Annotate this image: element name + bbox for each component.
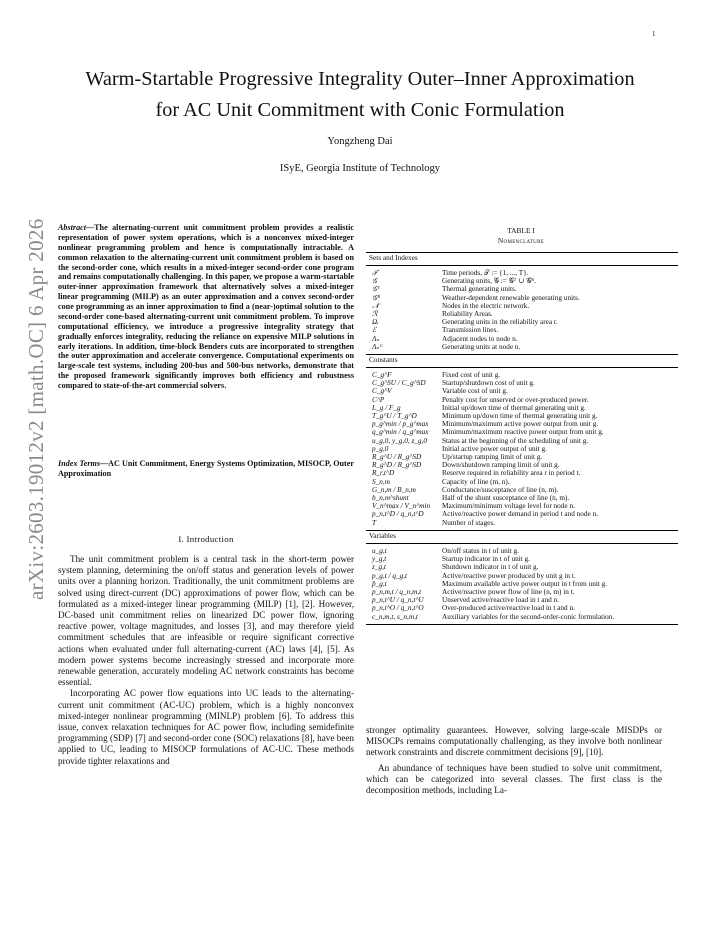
nomenclature-description: Up/startup ramping limit of unit g.: [442, 453, 543, 462]
nomenclature-symbol: p_n,t^D / q_n,t^D: [372, 510, 424, 519]
nomenclature-symbol: C_g^SU / C_g^SD: [372, 379, 426, 388]
section-title-introduction: I. Introduction: [178, 534, 234, 544]
constants-table: [366, 371, 678, 527]
nomenclature-symbol: u_g,t: [372, 546, 387, 555]
nomenclature-row: [366, 335, 678, 343]
variables-table: [366, 547, 678, 621]
nomenclature-row: [366, 453, 678, 461]
nomenclature-description: Initial up/down time of thermal generating unit g.: [442, 403, 586, 412]
paper-title: [40, 64, 680, 126]
nomenclature-symbol: C_g^F: [372, 371, 392, 380]
nomenclature-row: [366, 563, 678, 571]
nomenclature-row: [366, 428, 678, 436]
nomenclature-symbol: Λₙᴳ: [372, 342, 383, 351]
nomenclature-row: [366, 294, 678, 302]
index-terms-text: —AC Unit Commitment, Energy Systems Optimization, MISOCP, Outer Approximation: [58, 459, 354, 478]
nomenclature-description: Shutdown indicator in t of unit g.: [442, 563, 539, 572]
nomenclature-row: [366, 318, 678, 326]
nomenclature-description: Weather-dependent renewable generating units.: [442, 293, 580, 302]
nomenclature-symbol: R_g^U / R_g^SD: [372, 453, 422, 462]
nomenclature-description: Active/reactive power demand in period t and node n.: [442, 510, 599, 519]
nomenclature-description: Startup/shutdown cost of unit g.: [442, 379, 535, 388]
nomenclature-symbol: L_g / F_g: [372, 403, 401, 412]
nomenclature-symbol: C^P: [372, 395, 385, 404]
nomenclature-row: [366, 387, 678, 395]
nomenclature-description: Thermal generating units.: [442, 285, 517, 294]
abstract: [58, 223, 354, 391]
table-label: TABLE I: [507, 226, 535, 235]
nomenclature-row: [366, 445, 678, 453]
variables-header: Variables: [369, 531, 396, 540]
nomenclature-description: Capacity of line (m, n).: [442, 477, 510, 486]
nomenclature-description: Nodes in the electric network.: [442, 301, 530, 310]
abstract-text: —The alternating-current unit commitment problem provides a realistic representation of power system operations, which is a nonconvex mixed-integer nonlinear programming problem and hence is computationally intractable. A common relaxation to the alternating-current unit commitment problem is based on the second-order cone, which results in a mixed-integer second-order cone program and remains computationally challenging. In this paper, we propose a warm-startable outer-inner approximation framework that alternatively solves a mixed-integer linear programming (MILP) as an outer approximation and a convex second-order cone programming as an inner approximation to find a (near-)optimal solution to the second-order cone-based alternating-current unit commitment problem. To improve computational efficiency, we introduce a progressive integrality strategy that gradually enforces integrality, reducing the reliance on expensive MILP solutions in early iterations. In addition, time-block Benders cuts are incorporated to strengthen the outer approximation and accelerate convergence. Computational experiments on large-scale test systems, including 200-bus and 500-bus networks, demonstrate that the proposed framework significantly improves both efficiency and robustness compared to state-of-the-art commercial solvers.: [58, 223, 354, 390]
nomenclature-row: [366, 326, 678, 334]
nomenclature-symbol: Λₙ: [372, 334, 380, 343]
sets-table: [366, 269, 678, 351]
nomenclature-description: Reserve required in reliability area r in period t.: [442, 469, 581, 478]
nomenclature-description: Unserved active/reactive load in t and n.: [442, 596, 559, 605]
nomenclature-row: [366, 404, 678, 412]
nomenclature-row: [366, 555, 678, 563]
nomenclature-symbol: p_n,t^U / q_n,t^U: [372, 596, 424, 605]
nomenclature-row: [366, 302, 678, 310]
nomenclature-row: [366, 420, 678, 428]
nomenclature-symbol: 𝒩: [372, 301, 379, 310]
nomenclature-symbol: q_g^min / q_g^max: [372, 428, 429, 437]
nomenclature-description: Initial active power output of unit g.: [442, 444, 547, 453]
nomenclature-row: [366, 396, 678, 404]
affiliation: ISyE, Georgia Institute of Technology: [279, 163, 441, 174]
nomenclature-symbol: p_g,0: [372, 444, 389, 453]
nomenclature-symbol: p_g,t / q_g,t: [372, 571, 408, 580]
nomenclature-row: [366, 379, 678, 387]
nomenclature-symbol: 𝒯: [372, 269, 378, 277]
intro-left-column: [58, 554, 354, 767]
nomenclature-row: [366, 494, 678, 502]
nomenclature-description: Maximum/minimum voltage level for node n.: [442, 502, 575, 511]
intro-right-column: [366, 725, 662, 796]
nomenclature-description: Over-produced active/reactive load in t and n.: [442, 604, 575, 613]
nomenclature-row: [366, 572, 678, 580]
nomenclature-row: [366, 412, 678, 420]
nomenclature-row: [366, 596, 678, 604]
nomenclature-symbol: C_g^V: [372, 387, 392, 396]
nomenclature-symbol: z_g,t: [372, 563, 386, 572]
nomenclature-symbol: 𝒢: [372, 277, 378, 286]
nomenclature-row: [366, 486, 678, 494]
author: Yongzheng Dai: [327, 136, 393, 147]
nomenclature-description: Time periods, 𝒯 := {1, ..., T}.: [442, 269, 529, 277]
sets-header: Sets and Indexes: [369, 254, 418, 262]
nomenclature-row: [366, 343, 678, 351]
nomenclature-row: [366, 580, 678, 588]
arxiv-stamp: arXiv:2603.19012v2 [math.OC] 6 Apr 2026: [24, 218, 48, 600]
nomenclature-symbol: 𝒢ᴿ: [372, 293, 381, 302]
index-terms: [58, 459, 354, 479]
nomenclature-row: [366, 604, 678, 612]
nomenclature-row: [366, 310, 678, 318]
constants-header: Constants: [369, 356, 398, 365]
nomenclature-description: Half of the shunt susceptance of line (n, m).: [442, 494, 570, 503]
nomenclature-row: [366, 613, 678, 621]
nomenclature-description: Active/reactive power produced by unit g in t.: [442, 571, 576, 580]
intro-paragraph-4: An abundance of techniques have been studied to solve unit commitment, which can be categorized into several classes. The first class is the decomposition methods, including La-: [366, 762, 662, 796]
nomenclature-symbol: c_n,m,t, s_n,m,t: [372, 612, 418, 621]
nomenclature-description: Startup indicator in t of unit g.: [442, 555, 530, 564]
nomenclature-description: Fixed cost of unit g.: [442, 371, 501, 380]
page-number: 1: [652, 30, 656, 38]
nomenclature-description: Down/shutdown ramping limit of unit g.: [442, 461, 560, 470]
table-title: Nomenclature: [497, 236, 545, 245]
nomenclature-row: [366, 478, 678, 486]
nomenclature-row: [366, 371, 678, 379]
nomenclature-description: Minimum/maximum active power output from unit g.: [442, 420, 599, 429]
nomenclature-symbol: b_n,m^shunt: [372, 494, 409, 503]
nomenclature-description: Minimum up/down time of thermal generating unit g.: [442, 412, 598, 421]
nomenclature-description: Auxiliary variables for the second-order-conic formulation.: [442, 612, 615, 621]
nomenclature-symbol: V_n^max / V_n^min: [372, 502, 431, 511]
nomenclature-description: Minimum/maximum reactive power output from unit g.: [442, 428, 604, 437]
index-terms-label: Index Terms: [58, 459, 100, 468]
nomenclature-row: [366, 502, 678, 510]
intro-paragraph-3: stronger optimality guarantees. However, solving large-scale MISDPs or MISOCPs remains computationally challenging, as they involve both nonlinear network constraints and discrete commitment decisions [9], [10].: [366, 725, 662, 758]
nomenclature-description: Variable cost of unit g.: [442, 387, 508, 396]
nomenclature-symbol: ℛ: [372, 310, 378, 319]
nomenclature-symbol: T: [372, 518, 377, 527]
intro-paragraph-2: Incorporating AC power flow equations into UC leads to the alternating-current unit commitment (AC-UC) problem, which is a highly nonconvex mixed-integer nonlinear programming (MINLP) problem [6]. To address this issue, convex relaxation techniques for AC power flow, including semidefinite programming (SDP) [7] and second-order cone (SOC) relaxations [8], have been applied to UC, leading to MISOCP formulations of AC-UC. These methods provide tighter relaxations and: [58, 688, 354, 766]
nomenclature-symbol: 𝒢ᵀ: [372, 285, 380, 294]
nomenclature-row: [366, 277, 678, 285]
nomenclature-description: Generating units, 𝒢 := 𝒢ᵀ ∪ 𝒢ᴿ.: [442, 277, 537, 286]
nomenclature-symbol: ℰ: [372, 326, 377, 335]
nomenclature-symbol: R_r,t^D: [372, 469, 395, 478]
nomenclature-symbol: p_g^min / p_g^max: [372, 420, 429, 429]
nomenclature-symbol: p̄_g,t: [372, 579, 387, 588]
nomenclature-symbol: Ωᵣ: [372, 318, 380, 327]
nomenclature-row: [366, 469, 678, 477]
nomenclature-description: Penalty cost for unserved or over-produced power.: [442, 395, 589, 404]
nomenclature-row: [366, 437, 678, 445]
nomenclature-symbol: T_g^U / T_g^D: [372, 412, 417, 421]
nomenclature-description: Generating units in the reliability area r.: [442, 318, 558, 327]
nomenclature-description: Maximum available active power output in t from unit g.: [442, 579, 608, 588]
abstract-label: Abstract: [58, 223, 86, 232]
nomenclature-row: [366, 588, 678, 596]
nomenclature-row: [366, 269, 678, 277]
nomenclature-description: On/off status in t of unit g.: [442, 546, 519, 555]
nomenclature-description: Transmission lines.: [442, 326, 499, 335]
title-line-1: Warm-Startable Progressive Integrality Outer–Inner Approximation: [85, 68, 635, 90]
nomenclature-symbol: p_n,t^O / q_n,t^O: [372, 604, 424, 613]
nomenclature-description: Number of stages.: [442, 518, 495, 527]
nomenclature-row: [366, 519, 678, 527]
nomenclature-row: [366, 285, 678, 293]
intro-paragraph-1: The unit commitment problem is a central task in the short-term power system planning, determining the on/off status and generation levels of power units over a planning horizon. Traditionally, the unit commitment problems are solved using direct-current (DC) approximations of power flow, which can be formulated as a mixed-integer linear programming (MILP) [1], [2]. However, DC-based unit commitment relies on linearized DC power flow, ignoring reactive power, voltage magnitudes, and losses [3], and may therefore yield commitment schedules that are infeasible or require significant corrective actions when evaluated under full alternating-current (AC) laws [4], [5]. As modern power systems become increasingly stressed and incorporate more renewable generation, accurately modeling AC network constraints has become essential.: [58, 554, 354, 688]
nomenclature-symbol: R_g^D / R_g^SD: [372, 461, 422, 470]
nomenclature-row: [366, 547, 678, 555]
nomenclature-symbol: G_n,m / B_n,m: [372, 485, 416, 494]
nomenclature-description: Adjacent nodes to node n.: [442, 334, 518, 343]
nomenclature-table: [366, 252, 678, 625]
nomenclature-symbol: S_n,m: [372, 477, 390, 486]
nomenclature-description: Conductance/susceptance of line (n, m).: [442, 485, 559, 494]
nomenclature-symbol: y_g,t: [372, 555, 387, 564]
nomenclature-description: Active/reactive power flow of line (n, m) in t.: [442, 587, 575, 596]
nomenclature-symbol: p_n,m,t / q_n,m,t: [372, 587, 422, 596]
nomenclature-symbol: u_g,0, y_g,0, z_g,0: [372, 436, 427, 445]
nomenclature-description: Generating units at node n.: [442, 342, 521, 351]
nomenclature-description: Reliability Areas.: [442, 310, 493, 319]
nomenclature-row: [366, 510, 678, 518]
nomenclature-row: [366, 461, 678, 469]
title-line-2: for AC Unit Commitment with Conic Formulation: [155, 99, 565, 121]
nomenclature-description: Status at the beginning of the scheduling of unit g.: [442, 436, 589, 445]
